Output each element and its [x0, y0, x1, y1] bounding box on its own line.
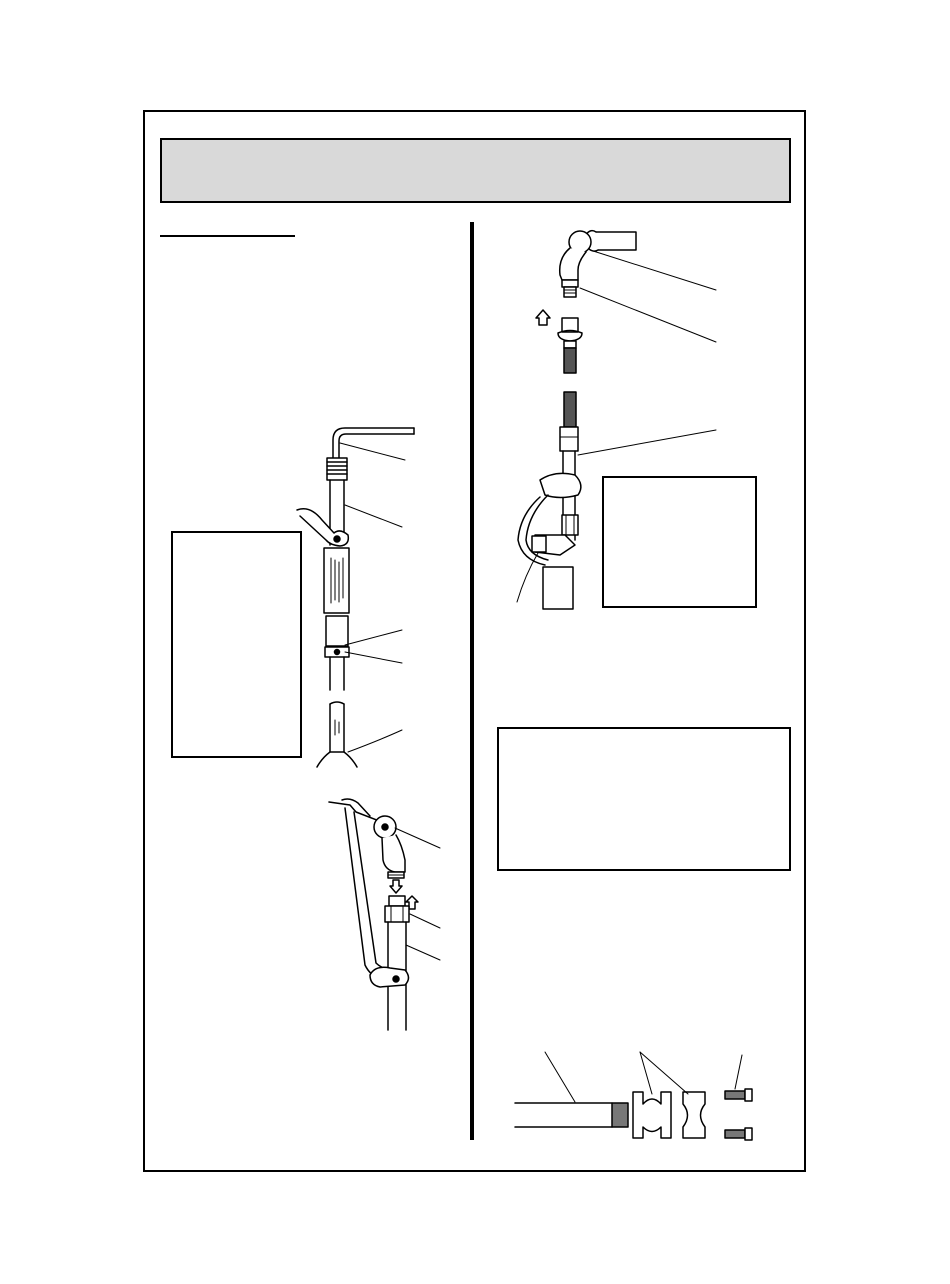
screw: [725, 1130, 745, 1138]
leader-line: [735, 1055, 742, 1089]
hex-key: [333, 428, 414, 458]
base-flange: [317, 752, 357, 767]
leader-line: [406, 945, 440, 960]
pipe-thread: [612, 1103, 628, 1127]
up-arrow: [536, 310, 550, 325]
figure-pipe-bracket: [515, 1052, 752, 1140]
leader-line: [545, 1052, 575, 1102]
screw: [725, 1091, 745, 1099]
figure-swivel-elbow: [329, 799, 440, 1030]
hand-lever: [297, 509, 348, 546]
leader-line: [345, 630, 402, 645]
leader-line: [410, 914, 440, 928]
leader-line: [345, 505, 402, 527]
leader-line: [395, 828, 440, 848]
leader-line: [517, 553, 538, 602]
figure-hose-valve: [517, 231, 716, 609]
leader-line: [580, 288, 716, 342]
leader-line: [345, 652, 402, 663]
bracket-half: [683, 1092, 705, 1138]
bracket-half: [633, 1092, 671, 1138]
figure-hex-key-cartridge: [297, 428, 414, 767]
leader-line: [348, 730, 402, 752]
leader-line: [578, 430, 716, 455]
leader-line: [340, 443, 405, 460]
cartridge-body: [324, 548, 349, 613]
valve-cylinder: [543, 567, 573, 609]
leader-line: [640, 1052, 652, 1094]
leader-line: [590, 250, 716, 290]
hex-nut: [385, 906, 409, 922]
leader-line: [640, 1052, 688, 1094]
valve-nut: [562, 515, 578, 535]
down-arrow: [390, 880, 402, 893]
